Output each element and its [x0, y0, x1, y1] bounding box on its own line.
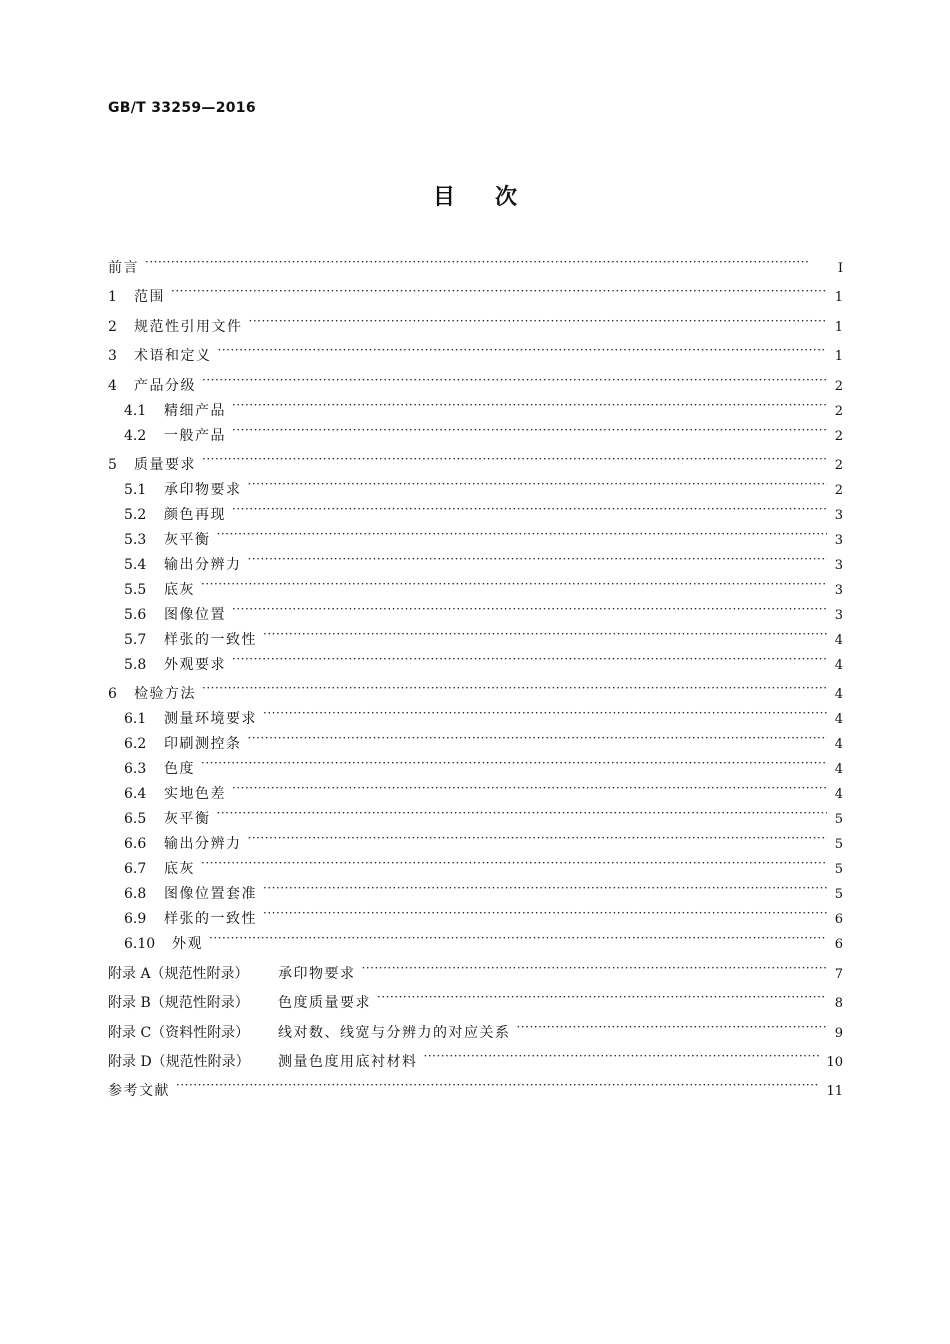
toc-entry-number: 附录 D（规范性附录）	[108, 1053, 250, 1070]
toc-entry-label: 底灰	[164, 581, 195, 598]
toc-entry-label: 参考文献	[108, 1083, 170, 1100]
table-of-contents	[108, 257, 843, 1105]
toc-entry[interactable]	[108, 833, 843, 858]
toc-entry-label: 灰平衡	[164, 811, 211, 828]
toc-entry-page: 2	[834, 378, 843, 394]
toc-entry-page: 6	[834, 937, 843, 953]
toc-entry[interactable]	[108, 425, 843, 450]
dot-leader	[145, 258, 827, 272]
toc-entry-page: 9	[834, 1025, 843, 1041]
toc-entry-page: 8	[834, 996, 843, 1012]
toc-entry-number: 附录 A（规范性附录）	[108, 965, 249, 982]
toc-entry-label: 印刷测控条	[164, 736, 242, 753]
toc-entry[interactable]	[108, 504, 843, 529]
toc-entry-page: 2	[834, 457, 843, 473]
toc-entry-label: 承印物要求	[278, 965, 356, 982]
dot-leader	[249, 317, 828, 331]
toc-entry[interactable]	[108, 808, 843, 833]
toc-entry-number: 附录 B（规范性附录）	[108, 995, 249, 1012]
toc-entry-number: 5.1	[124, 481, 147, 498]
toc-entry[interactable]	[108, 1022, 843, 1047]
toc-entry-label: 检验方法	[134, 686, 196, 703]
toc-entry-number: 5.4	[124, 556, 147, 573]
toc-entry[interactable]	[108, 858, 843, 883]
toc-entry[interactable]	[108, 683, 843, 708]
toc-entry-page: 3	[834, 557, 843, 573]
toc-entry-number: 5.5	[124, 581, 147, 598]
toc-entry-number: 2	[108, 318, 117, 335]
dot-leader	[232, 401, 827, 415]
toc-entry[interactable]	[108, 783, 843, 808]
toc-entry-page: 4	[834, 712, 843, 728]
toc-entry-label: 产品分级	[134, 377, 196, 394]
toc-entry-number: 5.7	[124, 631, 147, 648]
toc-entry-number: 附录 C（资料性附录）	[108, 1024, 250, 1041]
toc-entry-label: 范围	[134, 289, 165, 306]
dot-leader	[232, 605, 827, 619]
toc-entry[interactable]	[108, 733, 843, 758]
toc-entry[interactable]	[108, 1080, 843, 1105]
dot-leader	[202, 455, 827, 469]
toc-entry[interactable]	[108, 257, 843, 282]
dot-leader	[517, 1023, 828, 1037]
toc-entry-page: 10	[826, 1054, 843, 1070]
toc-entry[interactable]	[108, 883, 843, 908]
toc-entry-number: 4.1	[124, 402, 147, 419]
toc-entry[interactable]	[108, 908, 843, 933]
toc-entry[interactable]	[108, 579, 843, 604]
toc-entry-page: 1	[834, 319, 843, 335]
toc-entry[interactable]	[108, 375, 843, 400]
toc-entry[interactable]	[108, 933, 843, 958]
toc-entry-page: 4	[834, 657, 843, 673]
toc-entry-page: 2	[834, 428, 843, 444]
toc-entry-page: 3	[834, 532, 843, 548]
toc-entry[interactable]	[108, 345, 843, 370]
toc-entry-number: 5.3	[124, 531, 147, 548]
toc-entry-label: 测量环境要求	[164, 711, 257, 728]
toc-entry-label: 测量色度用底衬材料	[278, 1053, 418, 1070]
toc-entry-label: 前言	[108, 260, 139, 276]
toc-entry-number: 4	[108, 377, 117, 394]
dot-leader	[201, 859, 827, 873]
toc-entry-label: 灰平衡	[164, 531, 211, 548]
toc-entry-number: 6	[108, 686, 117, 703]
toc-entry-page: 3	[834, 507, 843, 523]
toc-entry[interactable]	[108, 316, 843, 341]
toc-entry-number: 6.4	[124, 786, 147, 803]
toc-entry-number: 6.3	[124, 761, 147, 778]
toc-entry-page: 4	[834, 687, 843, 703]
toc-entry[interactable]	[108, 708, 843, 733]
toc-entry-label: 承印物要求	[164, 481, 242, 498]
toc-entry[interactable]	[108, 479, 843, 504]
toc-entry-number: 6.8	[124, 886, 147, 903]
toc-entry-number: 6.2	[124, 736, 147, 753]
toc-entry-label: 精细产品	[164, 402, 226, 419]
toc-entry-label: 样张的一致性	[164, 911, 257, 928]
dot-leader	[202, 376, 827, 390]
dot-leader	[263, 630, 827, 644]
dot-leader	[217, 530, 828, 544]
toc-entry-label: 线对数、线宽与分辨力的对应关系	[278, 1024, 511, 1041]
toc-entry[interactable]	[108, 454, 843, 479]
toc-entry-page: 1	[834, 290, 843, 306]
toc-entry-number: 6.7	[124, 861, 147, 878]
dot-leader	[263, 909, 827, 923]
dot-leader	[176, 1081, 820, 1095]
toc-entry-page: Ⅰ	[837, 261, 843, 276]
toc-entry-label: 输出分辨力	[164, 836, 242, 853]
toc-entry-number: 4.2	[124, 427, 147, 444]
toc-entry-number: 6.6	[124, 836, 147, 853]
toc-entry-label: 外观要求	[164, 656, 226, 673]
toc-entry-page: 4	[834, 632, 843, 648]
toc-entry-label: 质量要求	[134, 456, 196, 473]
toc-entry-page: 2	[834, 482, 843, 498]
toc-entry-page: 5	[834, 837, 843, 853]
toc-entry-number: 5.6	[124, 606, 147, 623]
dot-leader	[218, 346, 828, 360]
toc-entry-number: 1	[108, 289, 117, 306]
toc-entry[interactable]	[108, 963, 843, 988]
toc-entry-page: 3	[834, 582, 843, 598]
toc-entry-number: 6.5	[124, 811, 147, 828]
toc-entry-number: 6.1	[124, 711, 147, 728]
toc-entry-label: 规范性引用文件	[134, 318, 243, 335]
toc-entry-page: 11	[826, 1084, 843, 1100]
toc-entry-number: 3	[108, 348, 117, 365]
toc-entry-page: 2	[834, 403, 843, 419]
toc-entry-label: 色度质量要求	[278, 995, 371, 1012]
dot-leader	[171, 287, 827, 301]
toc-entry-number: 6.10	[124, 936, 156, 953]
toc-entry-page: 5	[834, 887, 843, 903]
toc-entry-label: 实地色差	[164, 786, 226, 803]
dot-leader	[201, 580, 827, 594]
dot-leader	[248, 734, 828, 748]
toc-entry[interactable]	[108, 1051, 843, 1076]
toc-entry[interactable]	[108, 286, 843, 311]
toc-entry-page: 4	[834, 787, 843, 803]
toc-entry-page: 5	[834, 812, 843, 828]
toc-entry-label: 颜色再现	[164, 506, 226, 523]
dot-leader	[362, 964, 828, 978]
toc-entry-label: 外观	[172, 936, 203, 953]
toc-entry-label: 色度	[164, 761, 195, 778]
toc-entry[interactable]	[108, 992, 843, 1017]
toc-entry-label: 一般产品	[164, 427, 226, 444]
toc-entry-number: 5	[108, 456, 117, 473]
dot-leader	[424, 1052, 821, 1066]
toc-entry-label: 图像位置套准	[164, 886, 257, 903]
toc-entry-label: 样张的一致性	[164, 631, 257, 648]
toc-entry-page: 3	[834, 607, 843, 623]
dot-leader	[248, 834, 828, 848]
dot-leader	[201, 759, 827, 773]
toc-entry[interactable]	[108, 629, 843, 654]
toc-entry-label: 输出分辨力	[164, 556, 242, 573]
dot-leader	[217, 809, 828, 823]
toc-entry-label: 术语和定义	[134, 348, 212, 365]
dot-leader	[232, 655, 827, 669]
toc-entry-page: 4	[834, 737, 843, 753]
toc-entry-page: 6	[834, 912, 843, 928]
dot-leader	[263, 884, 827, 898]
page-title: 目次	[432, 184, 557, 210]
dot-leader	[248, 480, 828, 494]
toc-entry[interactable]	[108, 758, 843, 783]
toc-entry[interactable]	[108, 554, 843, 579]
toc-entry-number: 5.8	[124, 656, 147, 673]
toc-entry-page: 5	[834, 862, 843, 878]
standard-code: GB/T 33259—2016	[108, 100, 256, 116]
toc-entry-page: 7	[834, 966, 843, 982]
dot-leader	[377, 993, 827, 1007]
dot-leader	[202, 684, 827, 698]
dot-leader	[232, 505, 827, 519]
toc-entry[interactable]	[108, 529, 843, 554]
toc-entry[interactable]	[108, 604, 843, 629]
toc-entry-page: 1	[834, 349, 843, 365]
toc-entry-label: 底灰	[164, 861, 195, 878]
dot-leader	[232, 784, 827, 798]
dot-leader	[232, 426, 827, 440]
toc-entry[interactable]	[108, 654, 843, 679]
toc-entry-label: 图像位置	[164, 606, 226, 623]
toc-entry-number: 6.9	[124, 911, 147, 928]
toc-entry-number: 5.2	[124, 506, 147, 523]
dot-leader	[248, 555, 828, 569]
dot-leader	[263, 709, 827, 723]
toc-entry-page: 4	[834, 762, 843, 778]
toc-entry[interactable]	[108, 400, 843, 425]
dot-leader	[209, 934, 827, 948]
